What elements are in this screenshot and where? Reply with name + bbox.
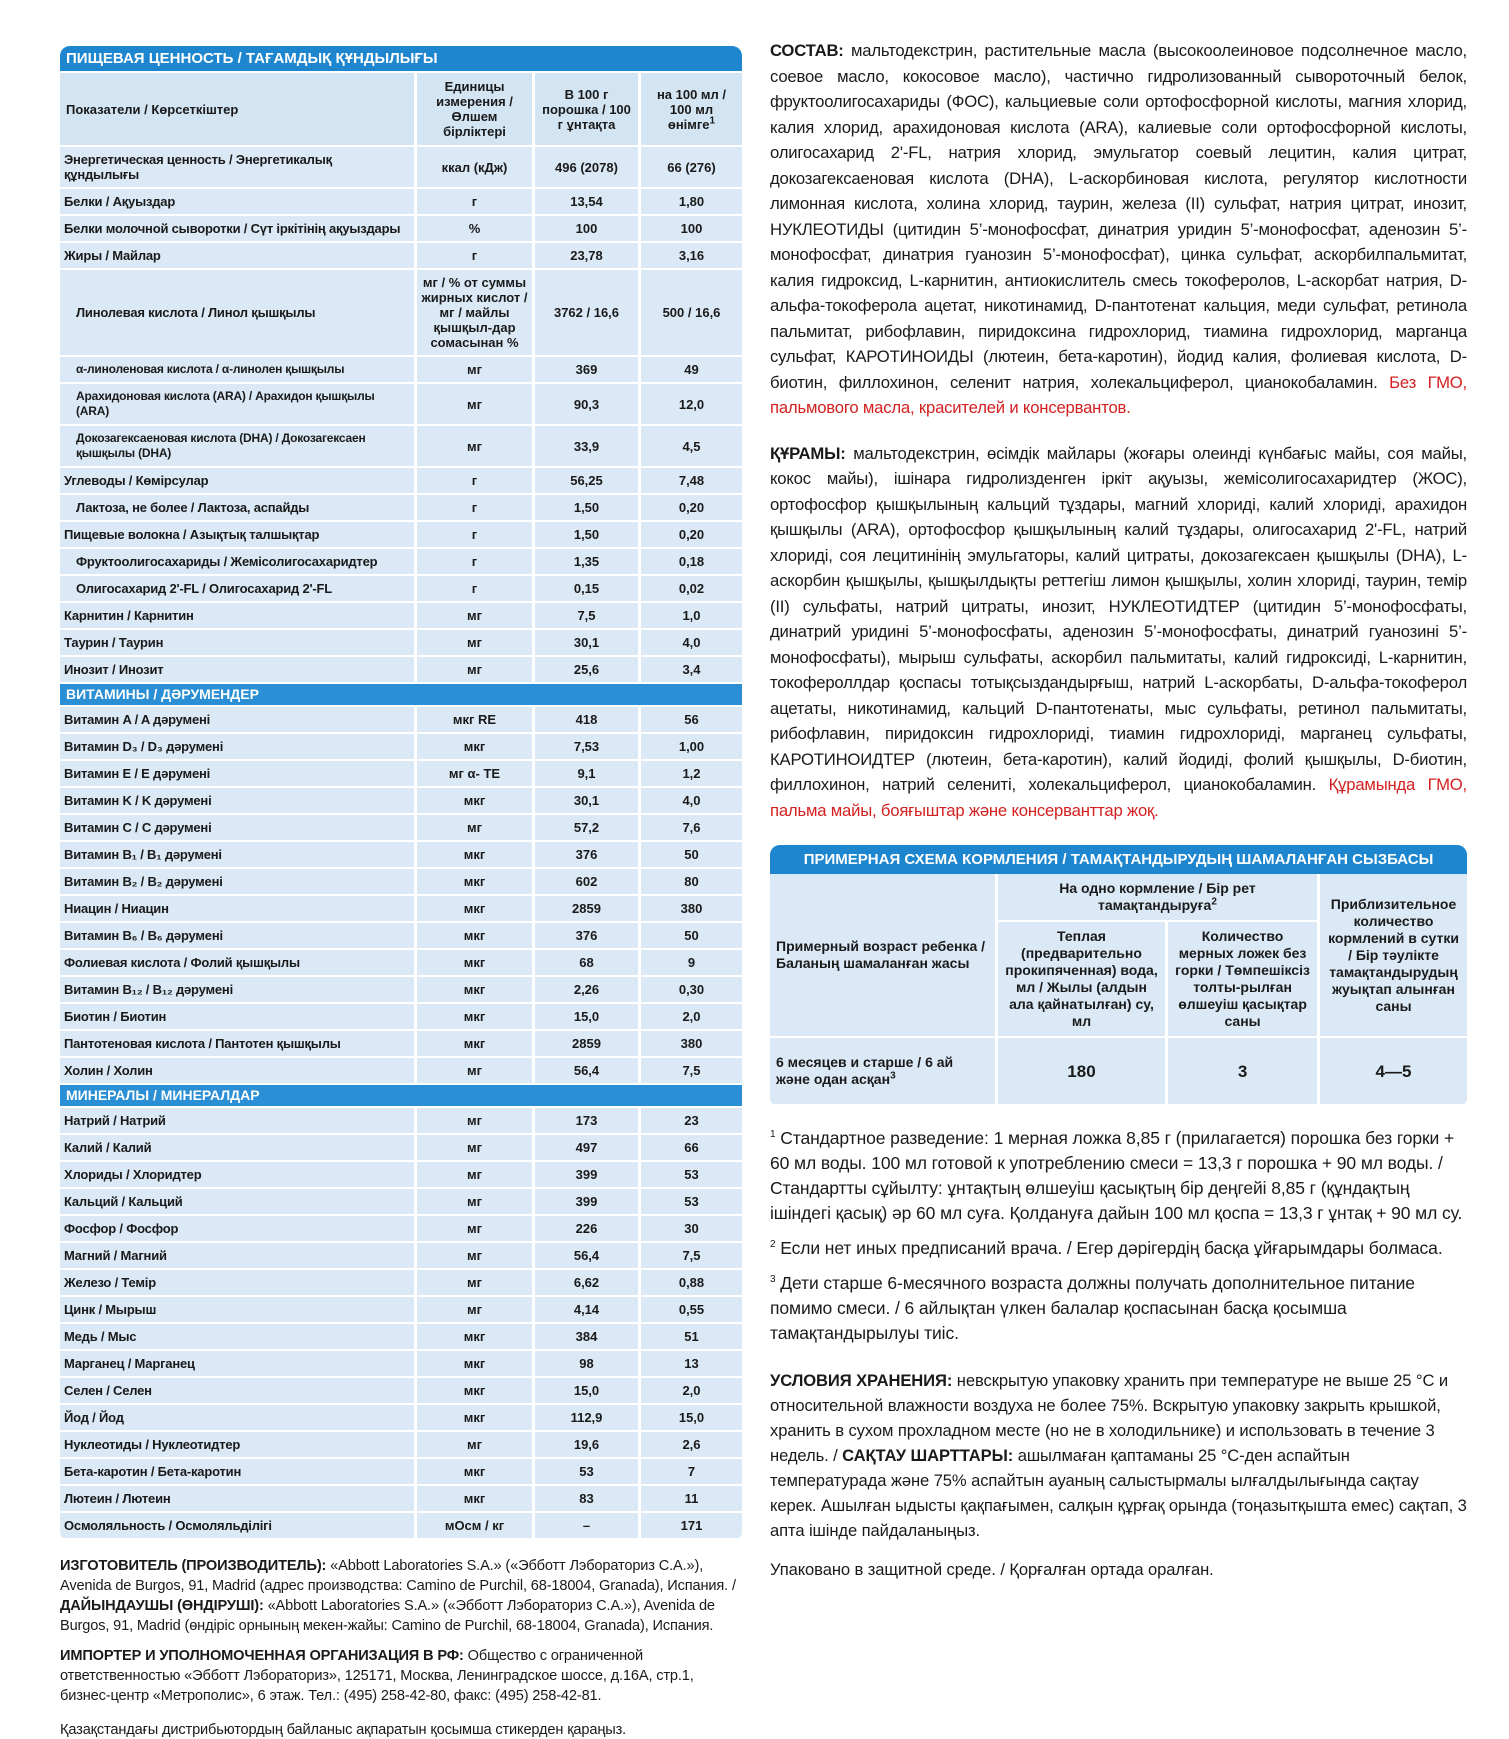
nutrient-unit: мкг	[414, 869, 532, 896]
value-per-100g: 33,9	[532, 426, 638, 468]
value-per-100ml: 2,6	[638, 1432, 742, 1459]
nutrient-row	[60, 1270, 742, 1297]
value-per-100g: 496 (2078)	[532, 147, 638, 189]
nutrient-name: Белки молочной сыворотки / Сүт іркітінің ақуыздары	[60, 216, 414, 243]
nutrient-unit: мг	[414, 384, 532, 426]
footnote-3	[770, 1271, 1467, 1346]
nutrient-row	[60, 549, 742, 576]
nutrient-name: Витамин K / K дәрумені	[60, 788, 414, 815]
section-title: ВИТАМИНЫ / ДӘРУМЕНДЕР	[60, 684, 742, 707]
nutrient-row	[60, 1378, 742, 1405]
nutrient-unit: мг	[414, 426, 532, 468]
left-column	[60, 46, 742, 1739]
value-per-100ml: 15,0	[638, 1405, 742, 1432]
right-column	[770, 38, 1467, 1582]
nutrient-unit: мОсм / кг	[414, 1513, 532, 1540]
nutrient-name: Линолевая кислота / Линол қышқылы	[60, 270, 414, 357]
value-per-100ml: 0,20	[638, 522, 742, 549]
importer-block	[60, 1646, 742, 1706]
composition-ru-text: мальтодекстрин, растительные масла (высокоолеиновое подсолнечное масло, соевое масло, кокосовое масло), частично гидролизованный сывороточный белок, фруктоолигосахариды (ФОС), кальциевые соли ортофосфорной кислоты, магния хлорид, калия хлорид, арахидоновая кислота (ARA), калиевые соли ортофосфорной кислоты, олигосахарид 2'-FL, натрия хлорид, эмульгатор соевый лецитин, калия цитрат, докозагексаеновая кислота (DHA), L-аскорбиновая кислота, регулятор кислотности лимонная кислота, холина хлорид, таурин, железа (II) сульфат, натрия цитрат, инозит, НУКЛЕОТИДЫ (цитидин 5’-монофосфат, динатрия уридин 5’-монофосфат, аденозин 5’-монофосфат, динатрия гуанозин 5’-монофосфат), цинка сульфат, аскорбилпальмитат, калия гидроксид, L-карнитин, антиокислитель смесь токоферолов, L-аскорбат натрия, D-альфа-токоферола ацетат, никотинамид, D-пантотенат кальция, меди сульфат, ретинола пальмитат, рибофлавин, пиридоксина гидрохлорид, тиамина гидрохлорид, марганца сульфат, КАРОТИНОИДЫ (лютеин, бета-каротин), йодид калия, фолиевая кислота, D-биотин, филлохинон, селенит натрия, холекальциферол, цианокобаламин.	[770, 41, 1467, 392]
nutrient-row	[60, 1459, 742, 1486]
nutrient-name: Витамин B₂ / B₂ дәрумені	[60, 869, 414, 896]
manufacturer-label-kz: ДАЙЫНДАУШЫ (ӨНДІРУШІ):	[60, 1598, 264, 1614]
value-per-100ml: 11	[638, 1486, 742, 1513]
nutrient-row	[60, 842, 742, 869]
value-per-100g: 602	[532, 869, 638, 896]
nutrient-unit: г	[414, 468, 532, 495]
value-per-100g: 7,5	[532, 603, 638, 630]
value-per-100ml: 380	[638, 1031, 742, 1058]
nutrient-unit: мкг	[414, 1004, 532, 1031]
nutrient-name: Докозагексаеновая кислота (DHA) / Докозагексаен қышқылы (DHA)	[60, 426, 414, 468]
nutrient-name: Холин / Холин	[60, 1058, 414, 1085]
nutrient-name: Энергетическая ценность / Энергетикалық құндылығы	[60, 147, 414, 189]
nutrient-row	[60, 1243, 742, 1270]
nutrient-unit: мкг	[414, 1351, 532, 1378]
manufacturer-text-ru: «Abbott Laboratories S.A.» («Эбботт Лэбораториз С.А.»), Avenida de Burgos, 91, Madrid (адрес производства: Camino de Purchil, 68-18004, Granada), Испания. /	[60, 1558, 736, 1594]
nutrient-unit: мкг	[414, 842, 532, 869]
nutrient-row	[60, 1351, 742, 1378]
value-per-100g: 83	[532, 1486, 638, 1513]
value-per-100g: 57,2	[532, 815, 638, 842]
value-per-100g: 30,1	[532, 630, 638, 657]
section-title: МИНЕРАЛЫ / МИНЕРАЛДАР	[60, 1085, 742, 1108]
value-per-100g: 4,14	[532, 1297, 638, 1324]
value-per-100ml: 100	[638, 216, 742, 243]
nutrient-unit: мкг	[414, 950, 532, 977]
value-per-100ml: 4,0	[638, 788, 742, 815]
value-per-100ml: 50	[638, 923, 742, 950]
nutrient-unit: мг	[414, 1189, 532, 1216]
nutrient-name: Осмоляльность / Осмоляльділігі	[60, 1513, 414, 1540]
nutrient-unit: мкг	[414, 1378, 532, 1405]
nutrient-row	[60, 1297, 742, 1324]
nutrient-name: Биотин / Биотин	[60, 1004, 414, 1031]
col-unit: Единицы измерения / Өлшем бірліктері	[414, 73, 532, 147]
nutrient-unit: мг	[414, 1216, 532, 1243]
col-100g: В 100 г порошка / 100 г ұнтақта	[532, 73, 638, 147]
nutrient-name: Витамин B₁ / B₁ дәрумені	[60, 842, 414, 869]
feeding-spoons-value: 3	[1165, 1038, 1317, 1106]
nutrient-row	[60, 761, 742, 788]
value-per-100g: 2859	[532, 896, 638, 923]
nutrient-row	[60, 243, 742, 270]
value-per-100g: 13,54	[532, 189, 638, 216]
packaging-note: Упаковано в защитной среде. / Қорғалған ортада оралған.	[770, 1560, 1214, 1579]
nutrient-unit: мкг	[414, 1486, 532, 1513]
value-per-100ml: 1,2	[638, 761, 742, 788]
nutrient-name: Белки / Ақуыздар	[60, 189, 414, 216]
nutrient-name: Витамин E / E дәрумені	[60, 761, 414, 788]
nutrient-row	[60, 384, 742, 426]
nutrient-row	[60, 426, 742, 468]
nutrient-unit: мкг	[414, 1405, 532, 1432]
value-per-100g: 2859	[532, 1031, 638, 1058]
value-per-100g: 56,4	[532, 1058, 638, 1085]
nutrient-name: Лютеин / Лютеин	[60, 1486, 414, 1513]
nutrient-name: Йод / Йод	[60, 1405, 414, 1432]
nutrient-name: Витамин B₁₂ / B₁₂ дәрумені	[60, 977, 414, 1004]
nutrient-row	[60, 576, 742, 603]
nutrient-unit: ккал (кДж)	[414, 147, 532, 189]
value-per-100ml: 0,20	[638, 495, 742, 522]
feeding-col-per-feed-sup: 2	[1211, 896, 1217, 908]
nutrient-unit: мкг	[414, 1324, 532, 1351]
nutrient-name: Железо / Темір	[60, 1270, 414, 1297]
value-per-100g: 418	[532, 707, 638, 734]
nutrient-name: Ниацин / Ниацин	[60, 896, 414, 923]
nutrient-row	[60, 1513, 742, 1540]
value-per-100ml: 3,4	[638, 657, 742, 684]
value-per-100g: 0,15	[532, 576, 638, 603]
nutrient-unit: мг	[414, 630, 532, 657]
nutrient-row	[60, 788, 742, 815]
value-per-100ml: 1,0	[638, 603, 742, 630]
nutrient-unit: мг	[414, 603, 532, 630]
value-per-100g: 399	[532, 1189, 638, 1216]
value-per-100g: 112,9	[532, 1405, 638, 1432]
value-per-100g: 3762 / 16,6	[532, 270, 638, 357]
col-indicator: Показатели / Көрсеткіштер	[60, 73, 414, 147]
nutrient-name: Таурин / Таурин	[60, 630, 414, 657]
value-per-100ml: 53	[638, 1189, 742, 1216]
value-per-100ml: 49	[638, 357, 742, 384]
value-per-100g: 9,1	[532, 761, 638, 788]
nutrient-name: Пищевые волокна / Азықтық талшықтар	[60, 522, 414, 549]
nutrient-row	[60, 1216, 742, 1243]
nutrient-unit: мкг	[414, 923, 532, 950]
value-per-100g: 56,25	[532, 468, 638, 495]
value-per-100g: 56,4	[532, 1243, 638, 1270]
value-per-100ml: 66	[638, 1135, 742, 1162]
value-per-100ml: 0,55	[638, 1297, 742, 1324]
footnote-1	[770, 1126, 1467, 1226]
nutrient-row	[60, 896, 742, 923]
value-per-100ml: 51	[638, 1324, 742, 1351]
nutrient-unit: мкг	[414, 734, 532, 761]
value-per-100ml: 0,02	[638, 576, 742, 603]
feeding-col-water: Теплая (предварительно прокипяченная) вода, мл / Жылы (алдын ала қайнатылған) су, мл	[995, 922, 1165, 1038]
nutrient-name: Витамин D₃ / D₃ дәрумені	[60, 734, 414, 761]
nutrient-name: Арахидоновая кислота (ARA) / Арахидон қышқылы (ARA)	[60, 384, 414, 426]
nutrient-row	[60, 707, 742, 734]
nutrient-name: Бета-каротин / Бета-каротин	[60, 1459, 414, 1486]
value-per-100ml: 7	[638, 1459, 742, 1486]
value-per-100g: 100	[532, 216, 638, 243]
nutrient-row	[60, 657, 742, 684]
value-per-100ml: 50	[638, 842, 742, 869]
nutrient-unit: мг	[414, 1297, 532, 1324]
nutrient-name: Фолиевая кислота / Фолий қышқылы	[60, 950, 414, 977]
value-per-100g: 384	[532, 1324, 638, 1351]
nutrient-unit: мкг	[414, 896, 532, 923]
value-per-100ml: 4,0	[638, 630, 742, 657]
nutrient-unit: мг	[414, 815, 532, 842]
nutrient-row	[60, 923, 742, 950]
nutrient-row	[60, 522, 742, 549]
nutrient-name: Фруктоолигосахариды / Жемісолигосахаридтер	[60, 549, 414, 576]
nutrient-unit: г	[414, 189, 532, 216]
value-per-100ml: 0,88	[638, 1270, 742, 1297]
feeding-col-age: Примерный возраст ребенка / Баланың шамаланған жасы	[770, 874, 995, 1038]
section-header	[60, 1085, 742, 1108]
nutrient-row	[60, 950, 742, 977]
nutrient-row	[60, 468, 742, 495]
nutrient-row	[60, 869, 742, 896]
importer-text: Общество с ограниченной ответственностью «Эбботт Лэбораториз», 125171, Москва, Ленинградское шоссе, д.16А, стр.1, бизнес-центр «Метрополис», 6 этаж. Тел.: (495) 258-42-80, факс: (495) 258-42-81.	[60, 1648, 694, 1704]
composition-kz-label: ҚҰРАМЫ:	[770, 443, 846, 463]
value-per-100g: 6,62	[532, 1270, 638, 1297]
feeding-age-value	[770, 1038, 995, 1106]
nutrient-row	[60, 1058, 742, 1085]
composition-kz-text: мальтодекстрин, өсімдік майлары (жоғары олеинді күнбағыс майы, соя майы, кокос майы), ішінара гидролизденген іркіт ақуызы, жемісолигосахаридтер (ЖОС), ортофосфор қышқылының кальций тұздары, магний хлориді, калий хлориді, арахидон қышқылы (ARA), ортофосфор қышқылының калий тұздары, олигосахарид 2'-FL, натрий хлориді, соя лецитинінің эмульгаторы, калий цитраты, докозагексаен қышқылы (DHA), L-аскорбин қышқылы, қышқылдықты реттегіш лимон қышқылы, холин хлориді, таурин, темір (II) сульфаты, натрий цитраты, инозит, НУКЛЕОТИДТЕР (цитидин 5’-монофосфаты, динатрий уридині 5’-монофосфаты, аденозин 5’-монофосфаты, динатрий гуанозині 5’-монофосфаты), мырыш сульфаты, аскорбил пальмитаты, калий гидроксиді, L-карнитин, токофероллдар қоспасы тотықсыздандырғыш, натрий L-аскорбаты, D-альфа-токоферол ацетаты, никотинамид, кальций D-пантотенаты, мыс сульфаты, ретинол пальмитаты, рибофлавин, пиридоксин гидрохлориді, тиамин гидрохлориді, марганец сульфаты, КАРОТИНОИДТЕР (лютеин, бета-каротин), калий йодиді, фолий қышқылы, D-биотин, филлохинон, натрий селениті, холекальциферол, цианокобаламин.	[770, 443, 1467, 794]
nutrient-row	[60, 189, 742, 216]
value-per-100ml: 2,0	[638, 1378, 742, 1405]
nutrient-name: Углеводы / Көмірсулар	[60, 468, 414, 495]
nutrient-row	[60, 147, 742, 189]
nutrient-row	[60, 270, 742, 357]
importer-label: ИМПОРТЕР И УПОЛНОМОЧЕННАЯ ОРГАНИЗАЦИЯ В РФ:	[60, 1648, 464, 1664]
value-per-100g: –	[532, 1513, 638, 1540]
feeding-col-per-feed-label: На одно кормление / Бір рет тамақтандыруға	[1059, 880, 1256, 913]
nutrient-unit: мг	[414, 1058, 532, 1085]
nutrient-unit: %	[414, 216, 532, 243]
nutrient-unit: мг	[414, 1135, 532, 1162]
value-per-100g: 2,26	[532, 977, 638, 1004]
nutrient-name: Хлориды / Хлоридтер	[60, 1162, 414, 1189]
nutrient-unit: мкг	[414, 1459, 532, 1486]
value-per-100ml: 1,80	[638, 189, 742, 216]
footnote-2-text: Если нет иных предписаний врача. / Егер дәрігердің басқа ұйғарымдары болмаса.	[775, 1238, 1443, 1258]
value-per-100g: 226	[532, 1216, 638, 1243]
value-per-100g: 1,50	[532, 495, 638, 522]
nutrient-name: Витамин A / A дәрумені	[60, 707, 414, 734]
footnote-3-text: Дети старше 6-месячного возраста должны получать дополнительное питание помимо смеси. / 6 айлықтан үлкен балалар қоспасынан басқа қосымша тамақтандырылуы тиіс.	[770, 1273, 1415, 1343]
value-per-100g: 1,35	[532, 549, 638, 576]
value-per-100ml: 171	[638, 1513, 742, 1540]
footnote-1-sup: 1	[770, 1129, 776, 1141]
nutrient-row	[60, 1486, 742, 1513]
feeding-title: ПРИМЕРНАЯ СХЕМА КОРМЛЕНИЯ / ТАМАҚТАНДЫРУДЫҢ ШАМАЛАНҒАН СЫЗБАСЫ	[770, 845, 1467, 874]
column-header-row	[60, 73, 742, 147]
nutrient-name: Жиры / Майлар	[60, 243, 414, 270]
value-per-100g: 53	[532, 1459, 638, 1486]
nutrient-unit: мкг	[414, 977, 532, 1004]
value-per-100ml: 30	[638, 1216, 742, 1243]
value-per-100g: 19,6	[532, 1432, 638, 1459]
footnote-2-sup: 2	[770, 1239, 776, 1251]
nutrient-unit: мкг	[414, 788, 532, 815]
feeding-table	[770, 845, 1467, 1106]
nutrient-name: Витамин B₆ / B₆ дәрумені	[60, 923, 414, 950]
feeding-col-per-feed	[995, 874, 1317, 922]
nutrient-unit: мкг RE	[414, 707, 532, 734]
nutrient-name: Олигосахарид 2'-FL / Олигосахарид 2'-FL	[60, 576, 414, 603]
nutrient-name: Магний / Магний	[60, 1243, 414, 1270]
value-per-100ml: 9	[638, 950, 742, 977]
composition-ru-warning: Без ГМО, пальмового масла, красителей и консервантов.	[770, 372, 1467, 417]
nutrient-row	[60, 603, 742, 630]
value-per-100g: 376	[532, 842, 638, 869]
nutrient-unit: г	[414, 495, 532, 522]
value-per-100ml: 13	[638, 1351, 742, 1378]
storage-label-kz: САҚТАУ ШАРТТАРЫ:	[842, 1446, 1014, 1465]
nutrient-name: Селен / Селен	[60, 1378, 414, 1405]
nutrient-name: Инозит / Инозит	[60, 657, 414, 684]
value-per-100g: 7,53	[532, 734, 638, 761]
value-per-100g: 90,3	[532, 384, 638, 426]
nutrient-name: Витамин C / C дәрумені	[60, 815, 414, 842]
nutrient-row	[60, 216, 742, 243]
value-per-100g: 98	[532, 1351, 638, 1378]
value-per-100ml: 1,00	[638, 734, 742, 761]
manufacturer-label-ru: ИЗГОТОВИТЕЛЬ (ПРОИЗВОДИТЕЛЬ):	[60, 1558, 327, 1574]
section-header	[60, 684, 742, 707]
nutrient-unit: мг	[414, 657, 532, 684]
nutrient-row	[60, 815, 742, 842]
nutrient-name: Карнитин / Карнитин	[60, 603, 414, 630]
feeding-col-per-day: Приблизительное количество кормлений в сутки / Бір тәулікте тамақтандырудың жуықтап алынған саны	[1317, 874, 1467, 1038]
nutrition-table	[60, 46, 742, 1540]
nutrient-name: Пантотеновая кислота / Пантотен қышқылы	[60, 1031, 414, 1058]
nutrient-row	[60, 1189, 742, 1216]
nutrient-name: Лактоза, не более / Лактоза, аспайды	[60, 495, 414, 522]
footnote-3-sup: 3	[770, 1274, 776, 1286]
nutrient-row	[60, 495, 742, 522]
value-per-100ml: 80	[638, 869, 742, 896]
composition-ru-label: СОСТАВ:	[770, 41, 844, 60]
col-100ml-label: на 100 мл / 100 мл өнімге	[656, 86, 727, 132]
nutrient-unit: мг	[414, 1108, 532, 1135]
storage-label-ru: УСЛОВИЯ ХРАНЕНИЯ:	[770, 1371, 953, 1390]
value-per-100ml: 2,0	[638, 1004, 742, 1031]
value-per-100ml: 7,5	[638, 1058, 742, 1085]
footnote-2	[770, 1236, 1467, 1261]
nutrition-title: ПИЩЕВАЯ ЦЕННОСТЬ / ТАҒАМДЫҚ ҚҰНДЫЛЫҒЫ	[60, 46, 742, 73]
composition-ru	[770, 38, 1467, 421]
nutrient-row	[60, 630, 742, 657]
manufacturer-text-kz: «Abbott Laboratories S.A.» («Эбботт Лэбораториз С.А.»), Avenida de Burgos, 91, Madrid (өндіріс орнының мекен-жайы: Camino de Purchil, 68-18004, Granada), Испания.	[60, 1598, 715, 1634]
value-per-100ml: 7,6	[638, 815, 742, 842]
value-per-100g: 497	[532, 1135, 638, 1162]
value-per-100ml: 0,30	[638, 977, 742, 1004]
nutrient-row	[60, 1162, 742, 1189]
nutrient-unit: мг	[414, 357, 532, 384]
nutrient-unit: мг	[414, 1162, 532, 1189]
nutrient-name: Фосфор / Фосфор	[60, 1216, 414, 1243]
value-per-100g: 15,0	[532, 1004, 638, 1031]
col-100ml-sup: 1	[709, 115, 716, 127]
nutrient-name: Кальций / Кальций	[60, 1189, 414, 1216]
value-per-100ml: 7,48	[638, 468, 742, 495]
value-per-100g: 173	[532, 1108, 638, 1135]
nutrient-unit: г	[414, 243, 532, 270]
nutrient-unit: мг	[414, 1270, 532, 1297]
value-per-100g: 369	[532, 357, 638, 384]
value-per-100g: 399	[532, 1162, 638, 1189]
value-per-100g: 68	[532, 950, 638, 977]
value-per-100ml: 0,18	[638, 549, 742, 576]
value-per-100ml: 53	[638, 1162, 742, 1189]
composition-kz-warning: Құрамында ГМО, пальма майы, бояғыштар және консерванттар жоқ.	[770, 775, 1467, 820]
nutrient-row	[60, 734, 742, 761]
nutrient-unit: г	[414, 522, 532, 549]
nutrient-name: Марганец / Марганец	[60, 1351, 414, 1378]
nutrient-unit: мг α- TE	[414, 761, 532, 788]
nutrient-row	[60, 1135, 742, 1162]
nutrient-name: Калий / Калий	[60, 1135, 414, 1162]
nutrient-name: α-линоленовая кислота / α-линолен қышқылы	[60, 357, 414, 384]
storage-block	[770, 1368, 1467, 1543]
value-per-100ml: 380	[638, 896, 742, 923]
nutrient-row	[60, 1031, 742, 1058]
nutrient-name: Медь / Мыс	[60, 1324, 414, 1351]
storage-text-kz: ашылмаған қаптаманы 25 °С-ден аспайтын температурада және 75% аспайтын ауаның салыстырмалы ылғалдылығында сақтау керек. Ашылған ыдысты қақпағымен, салқын құрғақ орында (тоңазытқышта емес) сақтап, 3 апта ішінде пайдаланыңыз.	[770, 1446, 1467, 1540]
nutrient-unit: мг	[414, 1432, 532, 1459]
nutrient-row	[60, 1405, 742, 1432]
nutrient-unit: мг / % от суммы жирных кислот / мг / майлы қышқыл-дар сомасынан %	[414, 270, 532, 357]
footnote-1-text: Стандартное разведение: 1 мерная ложка 8,85 г (прилагается) порошка без горки + 60 мл воды. 100 мл готовой к употреблению смеси = 13,3 г порошка + 90 мл воды. / Стандартты сұйылту: ұнтақтың өлшеуіш қасықтың бір деңгейі 8,85 г (құндақтың ішіндегі қасық) әр 60 мл суға. Қолдануға дайын 100 мл қоспа = 13,3 г ұнтақ + 90 мл су.	[770, 1128, 1463, 1223]
nutrient-unit: г	[414, 576, 532, 603]
nutrient-row	[60, 1004, 742, 1031]
value-per-100g: 1,50	[532, 522, 638, 549]
nutrient-row	[60, 357, 742, 384]
nutrient-row	[60, 977, 742, 1004]
manufacturer-block	[60, 1556, 742, 1636]
value-per-100ml: 3,16	[638, 243, 742, 270]
nutrient-row	[60, 1108, 742, 1135]
nutrient-name: Нуклеотиды / Нуклеотидтер	[60, 1432, 414, 1459]
nutrient-name: Цинк / Мырыш	[60, 1297, 414, 1324]
storage-text-ru: невскрытую упаковку хранить при температуре не выше 25 °C и относительной влажности воздуха не более 75%. Вскрытую упаковку закрыть крышкой, хранить в сухом прохладном месте (но не в холодильнике) и использовать в течение 3 недель. /	[770, 1371, 1449, 1465]
value-per-100g: 376	[532, 923, 638, 950]
value-per-100g: 23,78	[532, 243, 638, 270]
value-per-100g: 25,6	[532, 657, 638, 684]
feeding-age-text: 6 месяцев и старше / 6 ай және одан асқан	[776, 1054, 954, 1087]
value-per-100ml: 4,5	[638, 426, 742, 468]
distributor-note: Қазақстандағы дистрибьютордың байланыс ақпаратын қосымша стикерден қараңыз.	[60, 1722, 627, 1738]
value-per-100ml: 23	[638, 1108, 742, 1135]
feeding-per-day-value: 4—5	[1317, 1038, 1467, 1106]
nutrient-unit: г	[414, 549, 532, 576]
feeding-col-spoons: Количество мерных ложек без горки / Төмпешіксіз толты-рылған өлшеуіш қасықтар саны	[1165, 922, 1317, 1038]
value-per-100g: 15,0	[532, 1378, 638, 1405]
feeding-age-sup: 3	[890, 1070, 896, 1082]
nutrient-unit: мкг	[414, 1031, 532, 1058]
value-per-100ml: 56	[638, 707, 742, 734]
col-100ml	[638, 73, 742, 147]
value-per-100ml: 7,5	[638, 1243, 742, 1270]
nutrient-row	[60, 1324, 742, 1351]
value-per-100ml: 500 / 16,6	[638, 270, 742, 357]
value-per-100ml: 66 (276)	[638, 147, 742, 189]
feeding-water-value: 180	[995, 1038, 1165, 1106]
nutrient-unit: мг	[414, 1243, 532, 1270]
value-per-100ml: 12,0	[638, 384, 742, 426]
composition-kz	[770, 441, 1467, 824]
nutrient-row	[60, 1432, 742, 1459]
nutrient-name: Натрий / Натрий	[60, 1108, 414, 1135]
value-per-100g: 30,1	[532, 788, 638, 815]
